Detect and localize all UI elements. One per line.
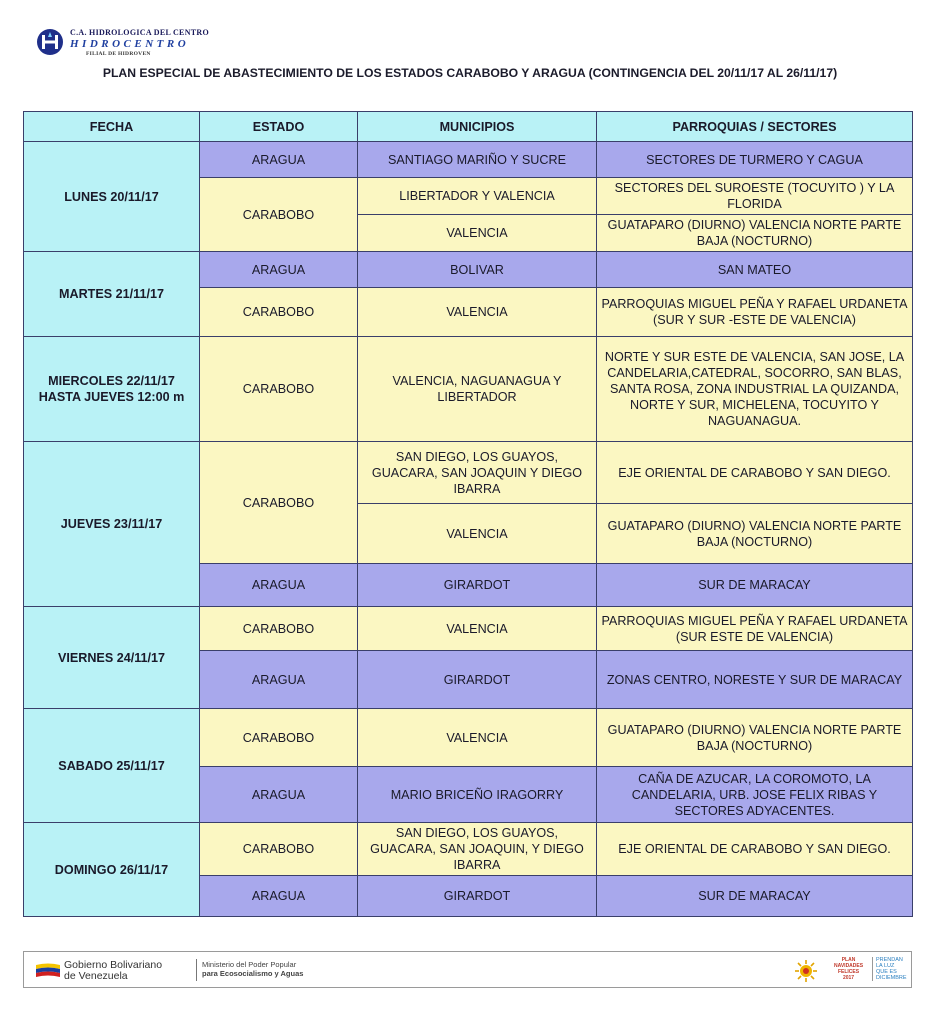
sector-cell: SUR DE MARACAY (597, 876, 913, 917)
table-row (24, 337, 913, 442)
municipio-cell: VALENCIA (358, 709, 597, 767)
sun-logo-icon (794, 959, 818, 983)
plan-line1: PLAN (841, 957, 856, 963)
ministerio-line1: Ministerio del Poder Popular (202, 960, 297, 969)
sector-cell: ZONAS CENTRO, NORESTE Y SUR DE MARACAY (597, 651, 913, 709)
sector-cell: GUATAPARO (DIURNO) VALENCIA NORTE PARTE BAJA (NOCTURNO) (597, 215, 913, 252)
municipio-cell: BOLIVAR (358, 252, 597, 288)
sector-cell: PARROQUIAS MIGUEL PEÑA Y RAFAEL URDANETA (SUR ESTE DE VALENCIA) (597, 607, 913, 651)
ministerio-label (202, 960, 303, 978)
plan-navidades-logo (834, 957, 863, 981)
sector-cell: CAÑA DE AZUCAR, LA COROMOTO, LA CANDELARIA, URB. JOSE FELIX RIBAS Y SECTORES ADYACENTES. (597, 767, 913, 823)
plan-line2: NAVIDADES (834, 963, 864, 969)
sector-cell: EJE ORIENTAL DE CARABOBO Y SAN DIEGO. (597, 442, 913, 504)
ministerio-line2: para Ecosocialismo y Aguas (202, 969, 304, 978)
table-row (24, 442, 913, 504)
fecha-cell: SABADO 25/11/17 (24, 709, 200, 823)
table-row (24, 607, 913, 651)
municipio-cell: VALENCIA (358, 215, 597, 252)
fecha-cell: MARTES 21/11/17 (24, 252, 200, 337)
table-row (24, 252, 913, 288)
municipio-cell: VALENCIA, NAGUANAGUA Y LIBERTADOR (358, 337, 597, 442)
estado-cell: ARAGUA (200, 142, 358, 178)
municipio-cell: MARIO BRICEÑO IRAGORRY (358, 767, 597, 823)
prendan-line4: DICIEMBRE (876, 975, 907, 981)
logo-brand-name: HIDROCENTRO (70, 38, 190, 50)
document-title: PLAN ESPECIAL DE ABASTECIMIENTO DE LOS ESTADOS CARABOBO Y ARAGUA (CONTINGENCIA DEL 20/11/17 AL 26/11/17) (102, 66, 838, 80)
fecha-cell: VIERNES 24/11/17 (24, 607, 200, 709)
estado-cell: CARABOBO (200, 709, 358, 767)
sector-cell: GUATAPARO (DIURNO) VALENCIA NORTE PARTE BAJA (NOCTURNO) (597, 709, 913, 767)
municipio-cell: SANTIAGO MARIÑO Y SUCRE (358, 142, 597, 178)
sector-cell: SAN MATEO (597, 252, 913, 288)
column-header-estado: ESTADO (200, 112, 358, 142)
municipio-cell: VALENCIA (358, 504, 597, 564)
fecha-cell: MIERCOLES 22/11/17 HASTA JUEVES 12:00 m (24, 337, 200, 442)
estado-cell: ARAGUA (200, 252, 358, 288)
table-row (24, 823, 913, 876)
footer-divider (196, 959, 197, 981)
estado-cell: CARABOBO (200, 607, 358, 651)
sector-cell: SECTORES DE TURMERO Y CAGUA (597, 142, 913, 178)
plan-line4: 2017 (842, 975, 855, 981)
gobierno-bolivariano-label (64, 960, 162, 982)
hidrocentro-logo (36, 24, 236, 64)
estado-cell: ARAGUA (200, 876, 358, 917)
fecha-cell: JUEVES 23/11/17 (24, 442, 200, 607)
logo-subtitle: FILIAL DE HIDROVEN (86, 51, 151, 57)
table-row (24, 142, 913, 178)
supply-plan-table (23, 111, 913, 917)
gobierno-line2: de Venezuela (64, 970, 128, 982)
hidrocentro-logo-icon (36, 28, 64, 56)
municipio-cell: GIRARDOT (358, 564, 597, 607)
estado-cell: CARABOBO (200, 442, 358, 564)
prendan-line1: PRENDAN (876, 957, 903, 963)
table-body (24, 142, 913, 917)
municipio-cell: SAN DIEGO, LOS GUAYOS, GUACARA, SAN JOAQUIN, Y DIEGO IBARRA (358, 823, 597, 876)
municipio-cell: SAN DIEGO, LOS GUAYOS, GUACARA, SAN JOAQUIN Y DIEGO IBARRA (358, 442, 597, 504)
municipio-cell: VALENCIA (358, 607, 597, 651)
sector-cell: GUATAPARO (DIURNO) VALENCIA NORTE PARTE BAJA (NOCTURNO) (597, 504, 913, 564)
municipio-cell: GIRARDOT (358, 876, 597, 917)
sector-cell: EJE ORIENTAL DE CARABOBO Y SAN DIEGO. (597, 823, 913, 876)
column-header-parroquias: PARROQUIAS / SECTORES (597, 112, 913, 142)
column-header-municipios: MUNICIPIOS (358, 112, 597, 142)
table-header-row (24, 112, 913, 142)
gobierno-line1: Gobierno Bolivariano (64, 959, 163, 971)
logo-company-name: C.A. HIDROLOGICA DEL CENTRO (70, 28, 210, 37)
estado-cell: ARAGUA (200, 651, 358, 709)
fecha-cell: LUNES 20/11/17 (24, 142, 200, 252)
estado-cell: ARAGUA (200, 767, 358, 823)
estado-cell: CARABOBO (200, 288, 358, 337)
prendan-la-luz-logo (872, 957, 907, 981)
column-header-fecha: FECHA (24, 112, 200, 142)
prendan-line3: QUE ES (876, 969, 897, 975)
fecha-cell: DOMINGO 26/11/17 (24, 823, 200, 917)
estado-cell: CARABOBO (200, 337, 358, 442)
municipio-cell: VALENCIA (358, 288, 597, 337)
municipio-cell: GIRARDOT (358, 651, 597, 709)
estado-cell: CARABOBO (200, 823, 358, 876)
sector-cell: PARROQUIAS MIGUEL PEÑA Y RAFAEL URDANETA (SUR Y SUR -ESTE DE VALENCIA) (597, 288, 913, 337)
sector-cell: SUR DE MARACAY (597, 564, 913, 607)
table-row (24, 709, 913, 767)
sector-cell: NORTE Y SUR ESTE DE VALENCIA, SAN JOSE, LA CANDELARIA,CATEDRAL, SOCORRO, SAN BLAS, SANTA ROSA, ZONA INDUSTRIAL LA QUIZANDA, NORTE Y SUR, MICHELENA, TOCUYITO Y NAGUANAGUA. (597, 337, 913, 442)
sector-cell: SECTORES DEL SUROESTE (TOCUYITO ) Y LA FLORIDA (597, 178, 913, 215)
estado-cell: CARABOBO (200, 178, 358, 252)
prendan-line2: LA LUZ (876, 963, 895, 969)
plan-line3: FELICES (837, 969, 860, 975)
venezuela-flag-icon (36, 963, 60, 979)
municipio-cell: LIBERTADOR Y VALENCIA (358, 178, 597, 215)
footer-banner (23, 951, 912, 988)
estado-cell: ARAGUA (200, 564, 358, 607)
